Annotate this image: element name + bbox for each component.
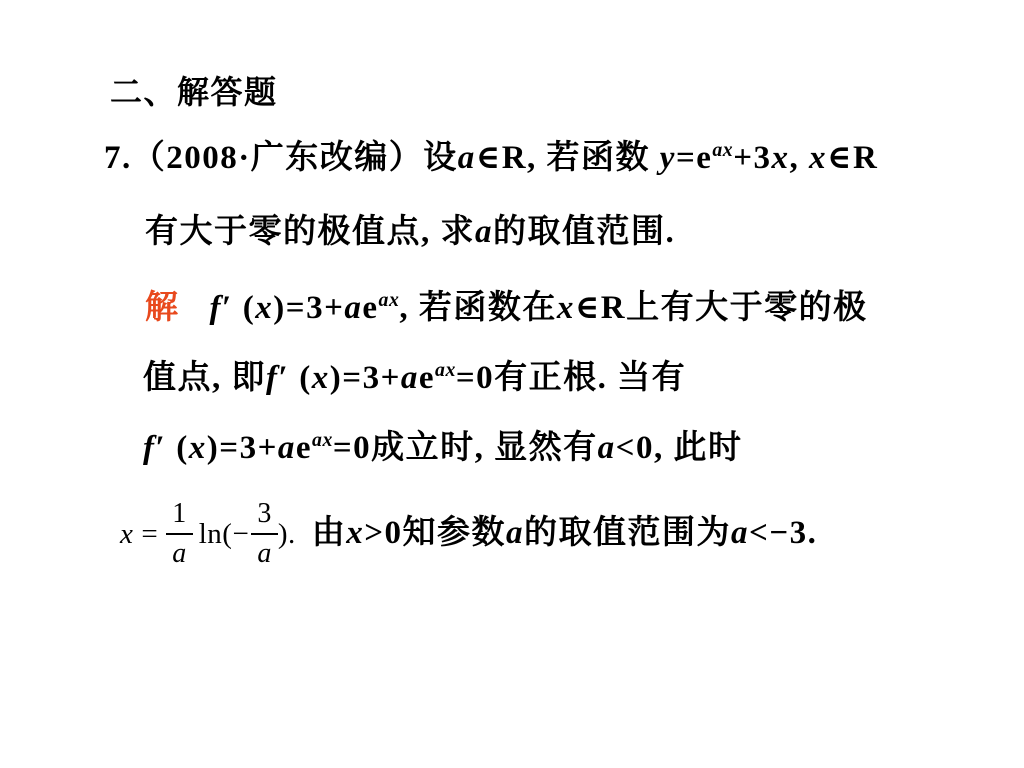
- var-x: x: [771, 140, 790, 176]
- exponent-ax: ax: [712, 139, 734, 161]
- set-R: R: [600, 290, 627, 326]
- var-x: x: [809, 140, 827, 176]
- text-run: e: [295, 430, 313, 466]
- text-run: e: [362, 290, 379, 326]
- var-a: a: [344, 290, 363, 326]
- var-x: x: [311, 360, 330, 396]
- solution-label: 解: [145, 290, 180, 326]
- text-run: 的取值范围.: [493, 214, 676, 250]
- var-x: x: [120, 517, 134, 550]
- func-f: f: [266, 360, 279, 396]
- fraction-3-over-a: [251, 497, 278, 570]
- problem-number: 7.: [104, 140, 132, 176]
- equals-sign: =: [141, 517, 159, 550]
- text-run: )=3+: [206, 430, 278, 466]
- text-run: =e: [675, 140, 713, 176]
- text-run: 由: [311, 515, 347, 552]
- text-run: , 若函数: [527, 140, 660, 176]
- ln-open: ln(−: [198, 517, 250, 550]
- section-heading: 二、解答题: [110, 74, 278, 110]
- solution-line-3: [143, 429, 742, 468]
- exponent-ax: ax: [378, 289, 400, 311]
- fraction-1-over-a: [166, 497, 193, 570]
- numerator: 1: [166, 497, 193, 535]
- exponent-ax: ax: [435, 359, 456, 381]
- var-x: x: [255, 290, 274, 326]
- problem-line-1: [104, 139, 878, 178]
- var-y: y: [659, 140, 676, 176]
- text-run: (: [242, 290, 256, 326]
- equation-x-value: [120, 497, 296, 570]
- var-a: a: [277, 430, 296, 466]
- text-run: )=3+: [329, 360, 401, 396]
- solution-line-4: [120, 484, 817, 584]
- text-run: 上有大于零的极: [626, 290, 868, 326]
- text-run: 的取值范围为: [524, 515, 732, 552]
- element-of-symbol: ∈: [475, 140, 502, 176]
- denominator: a: [172, 538, 187, 569]
- text-run: 有大于零的极值点, 求: [145, 214, 475, 250]
- solution-line-1: [145, 289, 868, 328]
- text-run: +3: [733, 140, 772, 176]
- numerator: 3: [251, 497, 278, 535]
- text-run: (: [176, 430, 189, 466]
- var-a: a: [457, 140, 476, 176]
- var-x: x: [556, 290, 575, 326]
- var-a: a: [597, 430, 616, 466]
- prime-symbol: ′: [222, 290, 233, 326]
- text-run: e: [418, 360, 436, 396]
- set-R: R: [852, 140, 879, 176]
- var-a: a: [731, 515, 750, 552]
- prime-symbol: ′: [278, 360, 290, 396]
- var-x: x: [188, 430, 207, 466]
- text-run: (: [299, 360, 312, 396]
- element-of-symbol: ∈: [574, 290, 601, 326]
- text-run: =0成立时, 显然有: [332, 430, 598, 466]
- var-a: a: [400, 360, 419, 396]
- text-run: >0知参数: [364, 515, 507, 552]
- conclusion-text: [312, 515, 818, 553]
- denominator: a: [257, 538, 272, 569]
- text-run: , 若函数在: [399, 290, 557, 326]
- text-run: <−3.: [749, 515, 818, 552]
- solution-line-2: [143, 359, 686, 398]
- text-run: 值点, 即: [143, 360, 266, 396]
- set-R: R: [501, 140, 528, 176]
- var-a: a: [475, 214, 493, 250]
- text-run: <0, 此时: [615, 430, 743, 466]
- text-run: （2008·广东改编）设: [131, 140, 458, 176]
- func-f: f: [143, 430, 156, 466]
- element-of-symbol: ∈: [827, 140, 853, 176]
- text-run: =0有正根. 当有: [455, 360, 687, 396]
- problem-line-2: [145, 214, 675, 252]
- text-run: ,: [789, 140, 809, 176]
- text-run: )=3+: [273, 290, 345, 326]
- prime-symbol: ′: [155, 430, 167, 466]
- var-x: x: [346, 515, 365, 552]
- close-paren: ).: [277, 517, 296, 550]
- func-f: f: [209, 290, 222, 326]
- var-a: a: [506, 515, 525, 552]
- exponent-ax: ax: [312, 429, 333, 451]
